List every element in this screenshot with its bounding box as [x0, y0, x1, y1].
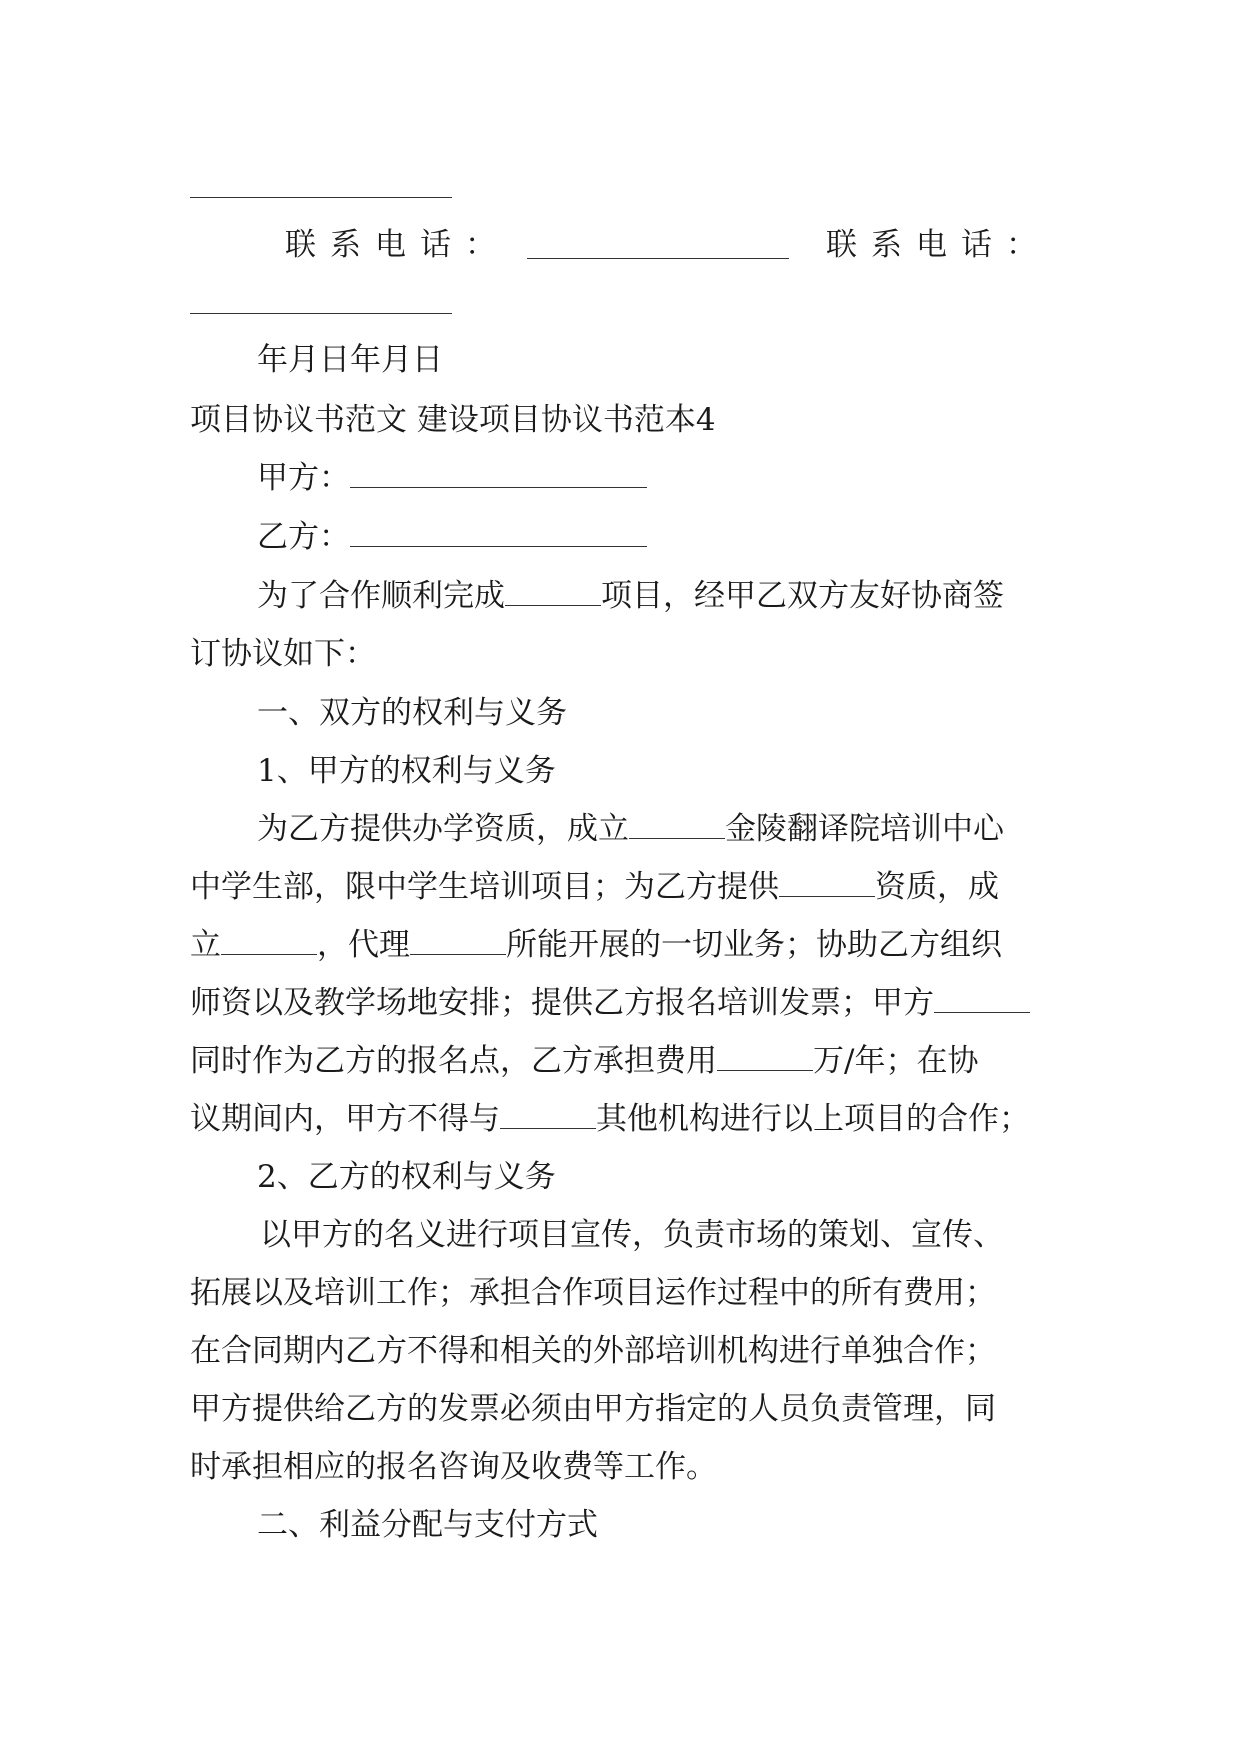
contact-phone-label-b: 联系电话：: [826, 227, 1051, 263]
para-1-blank-7: [500, 1106, 596, 1129]
para-1-blank-5: [934, 990, 1030, 1013]
section-2-heading: 二、利益分配与支付方式: [257, 1507, 598, 1543]
subsection-1-heading: 1、甲方的权利与义务: [257, 753, 556, 789]
para-2-line-4: 甲方提供给乙方的发票必须由甲方指定的人员负责管理，同: [190, 1391, 996, 1427]
para-1-text-1b: 金陵翻译院培训中心: [725, 811, 1004, 847]
para-1-blank-1: [629, 816, 725, 839]
para-1-text-5b: 万/年；在协: [813, 1043, 979, 1079]
intro-text-a: 为了合作顺利完成: [257, 578, 505, 614]
para-1-line-5: [190, 1041, 1050, 1081]
para-2-line-3: 在合同期内乙方不得和相关的外部培训机构进行单独合作；: [190, 1333, 996, 1369]
para-1-text-2a: 中学生部，限中学生培训项目；为乙方提供: [190, 869, 779, 905]
para-1-text-3c: 所能开展的一切业务；协助乙方组织: [506, 927, 1002, 963]
contact-phone-blank-b: [190, 313, 452, 314]
party-b-row: [257, 517, 1050, 557]
para-1-text-6b: 其他机构进行以上项目的合作；: [596, 1101, 1030, 1137]
para-2-line-1: 以甲方的名义进行项目宣传，负责市场的策划、宣传、: [260, 1217, 1004, 1253]
party-a-blank: [350, 465, 647, 488]
para-1-line-1: [257, 809, 1050, 849]
para-1-line-4: [190, 983, 1050, 1023]
party-b-label: 乙方：: [257, 519, 350, 555]
signature-blank-top: [190, 197, 452, 198]
intro-text-b: 项目，经甲乙双方友好协商签: [601, 578, 1004, 614]
contact-phone-row-b: [826, 225, 1076, 265]
intro-line-1: [257, 576, 1050, 616]
project-name-blank: [505, 583, 601, 606]
subsection-2-heading: 2、乙方的权利与义务: [257, 1159, 556, 1195]
para-2-line-5: 时承担相应的报名咨询及收费等工作。: [190, 1449, 717, 1485]
intro-line-2: 订协议如下：: [190, 636, 376, 672]
para-1-blank-2: [779, 874, 875, 897]
party-a-label: 甲方：: [257, 460, 350, 496]
para-1-line-6: [190, 1099, 1050, 1139]
para-1-text-3a: 立: [190, 927, 221, 963]
para-1-blank-3: [221, 932, 317, 955]
document-title: 项目协议书范文 建设项目协议书范本4: [190, 402, 716, 438]
section-1-heading: 一、双方的权利与义务: [257, 695, 567, 731]
para-1-text-2b: 资质，成: [875, 869, 999, 905]
para-1-text-1a: 为乙方提供办学资质，成立: [257, 811, 629, 847]
para-1-blank-4: [410, 932, 506, 955]
para-2-line-2: 拓展以及培训工作；承担合作项目运作过程中的所有费用；: [190, 1275, 996, 1311]
contact-phone-blank-a: [527, 258, 789, 259]
para-1-text-3b: ，代理: [317, 927, 410, 963]
para-1-line-3: [190, 925, 1050, 965]
date-line: 年月日年月日: [257, 342, 443, 378]
para-1-text-6a: 议期间内，甲方不得与: [190, 1101, 500, 1137]
para-1-blank-6: [717, 1048, 813, 1071]
para-1-text-4: 师资以及教学场地安排；提供乙方报名培训发票；甲方: [190, 985, 934, 1021]
contact-phone-label-a: 联系电话：: [285, 227, 510, 263]
party-a-row: [257, 458, 1050, 498]
party-b-blank: [350, 524, 647, 547]
para-1-line-2: [190, 867, 1050, 907]
para-1-text-5a: 同时作为乙方的报名点，乙方承担费用: [190, 1043, 717, 1079]
